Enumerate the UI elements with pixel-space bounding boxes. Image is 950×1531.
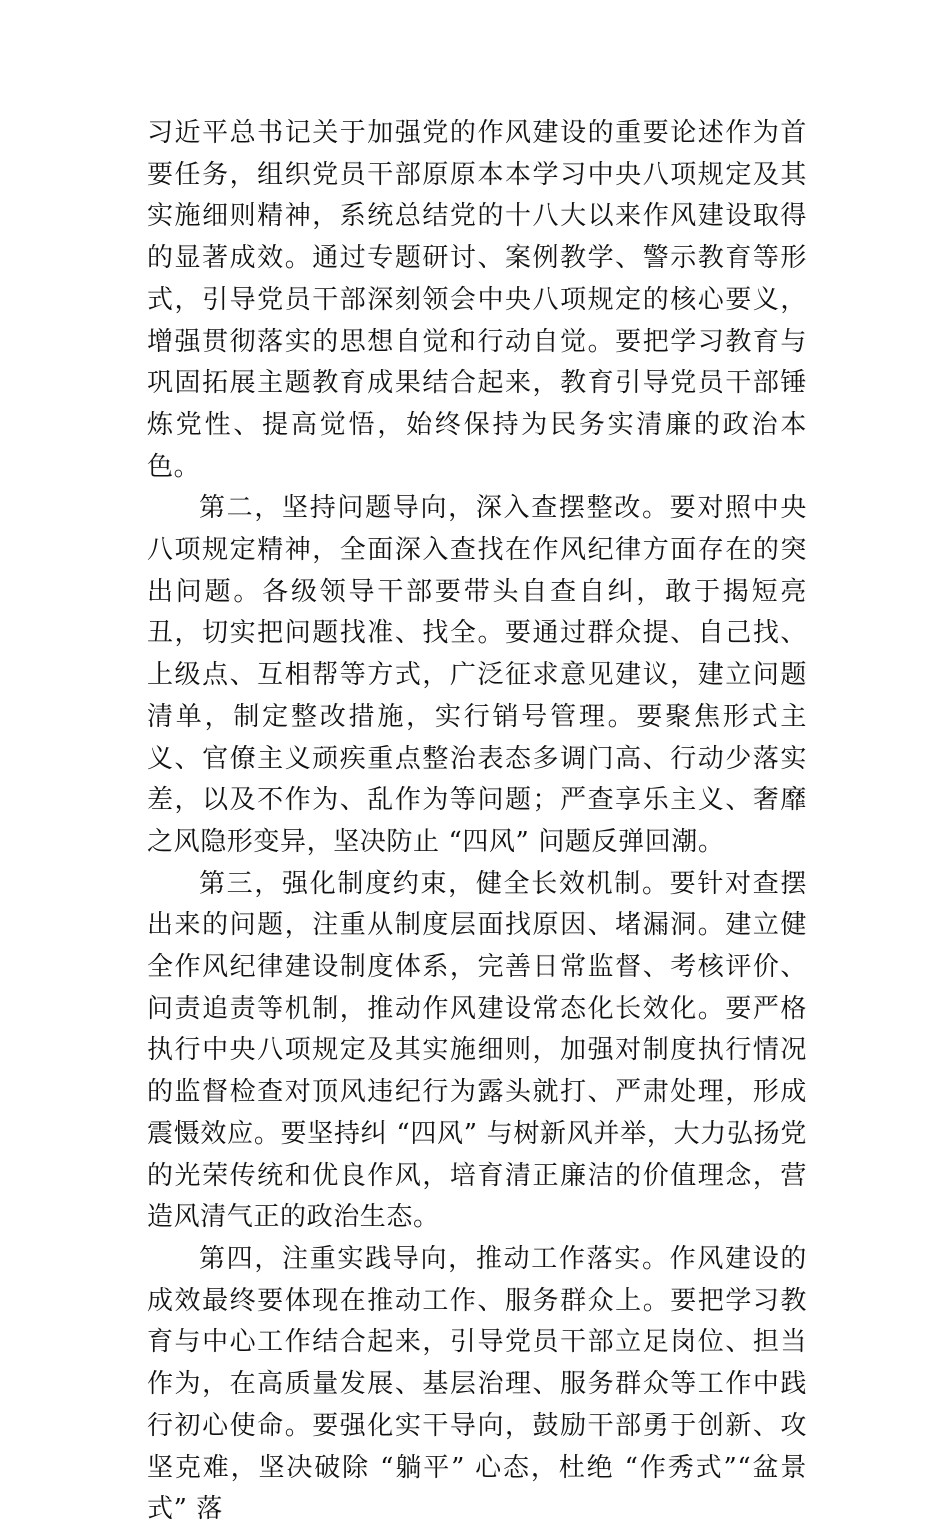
paragraph-third-point: 第三，强化制度约束，健全长效机制。要针对查摆出来的问题，注重从制度层面找原因、堵漏洞。建立健全作风纪律建设制度体系，完善日常监督、考核评价、问责追责等机制，推动作风建设常态化长效化。要严格执行中央八项规定及其实施细则，加强对制度执行情况的监督检查对顶风违纪行为露头就打、严肃处理，形成震慑效应。要坚持纠 “四风” 与树新风并举，大力弘扬党的光荣传统和优良作风，培育清正廉洁的价值理念，营造风清气正的政治生态。 [147, 868, 807, 1233]
paragraph-fourth-point: 第四，注重实践导向，推动工作落实。作风建设的成效最终要体现在推动工作、服务群众上。要把学习教育与中心工作结合起来，引导党员干部立足岗位、担当作为，在高质量发展、基层治理、服务群众等工作中践行初心使命。要强化实干导向，鼓励干部勇于创新、攻坚克难，坚决破除 “躺平” 心态，杜绝 “作秀式”“盆景式” 落 [147, 1243, 807, 1525]
paragraph-continued: 习近平总书记关于加强党的作风建设的重要论述作为首要任务，组织党员干部原原本本学习中央八项规定及其实施细则精神，系统总结党的十八大以来作风建设取得的显著成效。通过专题研讨、案例教学、警示教育等形式，引导党员干部深刻领会中央八项规定的核心要义，增强贯彻落实的思想自觉和行动自觉。要把学习教育与巩固拓展主题教育成果结合起来，教育引导党员干部锤炼党性、提高觉悟，始终保持为民务实清廉的政治本色。 [147, 118, 807, 482]
document-body [147, 113, 807, 1531]
paragraph-second-point: 第二，坚持问题导向，深入查摆整改。要对照中央八项规定精神，全面深入查找在作风纪律方面存在的突出问题。各级领导干部要带头自查自纠，敢于揭短亮丑，切实把问题找准、找全。要通过群众提、自己找、上级点、互相帮等方式，广泛征求意见建议，建立问题清单，制定整改措施，实行销号管理。要聚焦形式主义、官僚主义顽疾重点整治表态多调门高、行动少落实差，以及不作为、乱作为等问题；严查享乐主义、奢靡之风隐形变异，坚决防止 “四风” 问题反弹回潮。 [147, 493, 807, 857]
